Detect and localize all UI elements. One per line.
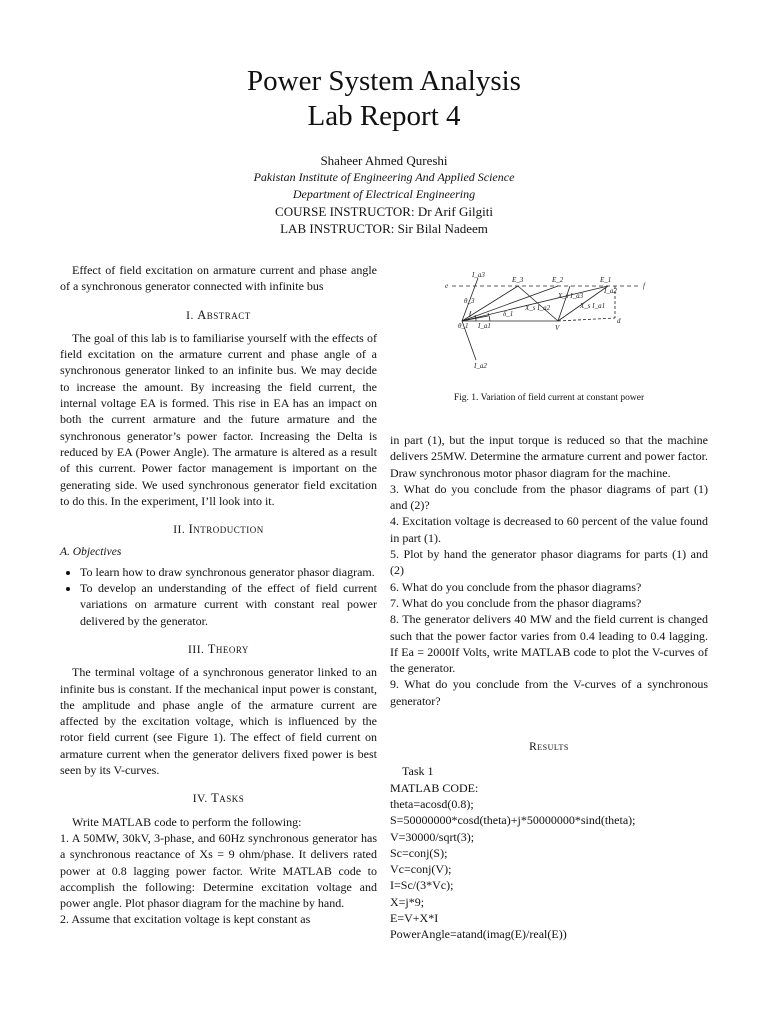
task-item-1: 1. A 50MW, 30kV, 3-phase, and 60Hz synchronous generator has a synchronous reactance of Xs = 9 ohm/phase. It delivers rated power at 0.8 lagging power factor. Write MATLAB code to accomplish the following: Determine excitation voltage and power angle. Plot phasor diagram for the machine by hand.: [60, 830, 377, 911]
label-theta3: θ_3: [464, 297, 475, 305]
label-d: d: [617, 317, 621, 325]
label-e2: E_2: [552, 276, 564, 284]
section-title: Introduction: [188, 522, 264, 537]
label-ia2-bottom: I_a2: [474, 362, 487, 370]
author-block: [0, 152, 768, 237]
task-item-6: 6. What do you conclude from the phasor diagrams?: [390, 579, 642, 594]
task-item-4: 4. Excitation voltage is decreased to 60 percent of the value found in part (1).: [390, 514, 708, 545]
section-title: Abstract: [197, 307, 251, 322]
section-number: II.: [173, 524, 189, 537]
section-number: I.: [186, 309, 198, 322]
code-line: theta=acosd(0.8);: [390, 796, 474, 811]
label-ia1: I_a1: [478, 322, 491, 330]
label-ia3: I_a3: [472, 271, 485, 279]
task-item-2-continued: in part (1), but the input torque is reduced so that the machine delivers 25MW. Determine the armature current and power factor. Draw synchronous motor phasor diagram for the machine.: [390, 433, 708, 480]
matlab-code-label: MATLAB CODE:: [390, 780, 479, 795]
phasor-diagram-figure: [440, 268, 660, 383]
task-item-8: 8. The generator delivers 40 MW and the field current is changed such that the power factor varies from 0.4 leading to 0.4 lagging. If Ea = 2000If Volts, write MATLAB code to plot the V-curves of the generator.: [390, 612, 708, 676]
subsection-objectives: A. Objectives: [60, 546, 122, 559]
section-heading-theory: [60, 641, 377, 658]
section-heading-results: Results: [529, 741, 569, 754]
title-line-2: Lab Report 4: [307, 100, 461, 132]
tasks-intro: Write MATLAB code to perform the following:: [72, 814, 302, 829]
section-number: IV.: [192, 793, 212, 806]
author-department: Department of Electrical Engineering: [292, 187, 476, 201]
section-heading-abstract: [60, 307, 377, 324]
matlab-code-block: [390, 796, 708, 943]
code-line: Sc=conj(S);: [390, 845, 448, 860]
section-title: Theory: [207, 641, 249, 656]
label-e: e: [445, 282, 449, 290]
label-delta1: δ_1: [503, 310, 514, 318]
figure-caption: Fig. 1. Variation of field current at constant power: [453, 393, 645, 403]
right-column: [390, 432, 708, 943]
section-title: Tasks: [211, 791, 245, 806]
author-name: Shaheer Ahmed Qureshi: [320, 153, 448, 168]
task-item-3: 3. What do you conclude from the phasor diagrams of part (1) and (2)?: [390, 481, 708, 513]
label-e1: E_1: [600, 276, 612, 284]
label-v: V: [555, 324, 560, 332]
paper-title: [0, 64, 768, 134]
objectives-list: [60, 564, 377, 629]
code-line: PowerAngle=atand(imag(E)/real(E)): [390, 927, 567, 942]
task-item-9: 9. What do you conclude from the V-curves of a synchronous generator?: [390, 677, 708, 708]
code-line: Vc=conj(V);: [390, 862, 452, 877]
intro-paragraph: Effect of field excitation on armature current and phase angle of a synchronous generator connected with infinite bus: [60, 263, 377, 294]
task-item-2-start: 2. Assume that excitation voltage is kept constant as: [60, 912, 311, 927]
label-xsia1: X_s I_a1: [580, 302, 606, 310]
label-xsia3: X_s I_a3: [558, 292, 584, 300]
code-line: X=j*9;: [390, 894, 425, 909]
section-heading-tasks: [60, 790, 377, 807]
author-institute: Pakistan Institute of Engineering And Applied Science: [253, 170, 515, 184]
list-item: • To learn how to draw synchronous generator phasor diagram.: [80, 564, 377, 580]
code-line: S=50000000*cosd(theta)+j*50000000*sind(theta);: [390, 813, 636, 828]
code-line: V=30000/sqrt(3);: [390, 829, 475, 844]
section-heading-introduction: [60, 521, 377, 538]
theory-text: The terminal voltage of a synchronous generator linked to an infinite bus is constant. If the mechanical input power is constant, the amplitude and phase angle of the armature current are affected by the excitation voltage, which is influenced by the rotor field current (see Figure 1). The effect of field current on armature current when the generator delivers fixed power is best seen by its V-curves.: [60, 665, 377, 778]
label-xsia2: X_s I_a2: [525, 304, 551, 312]
list-item: • To develop an understanding of the effect of field current variations on armature current with constant real power delivered by the generator.: [80, 580, 377, 629]
lab-instructor: LAB INSTRUCTOR: Sir Bilal Nadeem: [280, 221, 488, 236]
task-item-7: 7. What do you conclude from the phasor diagrams?: [390, 595, 642, 610]
results-task-label: Task 1: [402, 764, 434, 779]
task-item-5: 5. Plot by hand the generator phasor diagrams for parts (1) and (2): [390, 547, 708, 578]
title-line-1: Power System Analysis: [247, 65, 521, 97]
label-f: f: [643, 282, 645, 290]
label-e3: E_3: [512, 276, 524, 284]
abstract-text: The goal of this lab is to familiarise yourself with the effects of field excitation on the armature current and phase angle of a synchronous generator linked to an infinite bus. We may decide to increase the amount. By increasing the field current, the internal voltage EA is formed. This rise in EA has an impact on both the current armature and the future armature and the synchronous generator’s power factor. Increasing the Delta is reduced by EA (Power Angle). The armature is altered as a result of this current. Power factor management is important on the generating side. We used synchronous generator field excitation to do this. In the experiment, I’ll look into it.: [60, 330, 377, 508]
label-ia2-top: I_a2: [604, 287, 617, 295]
left-column: [60, 262, 377, 928]
code-line: E=V+X*I: [390, 911, 439, 926]
section-number: III.: [188, 643, 208, 656]
label-theta1: θ_1: [458, 322, 469, 330]
code-line: I=Sc/(3*Vc);: [390, 878, 454, 893]
course-instructor: COURSE INSTRUCTOR: Dr Arif Gilgiti: [275, 204, 493, 219]
